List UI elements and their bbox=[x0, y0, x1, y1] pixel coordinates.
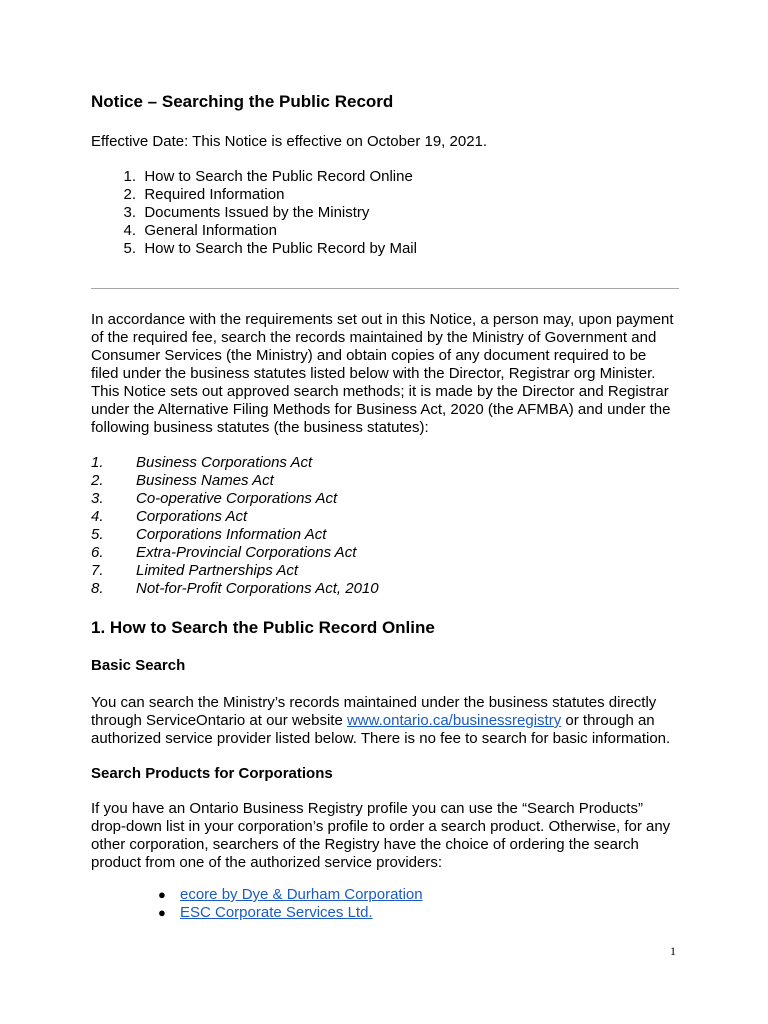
list-item bbox=[91, 904, 423, 922]
toc-item: 1. How to Search the Public Record Online bbox=[123, 168, 413, 185]
statute-item: 8. Not-for-Profit Corporations Act, 2010 bbox=[91, 580, 379, 597]
provider-link-ecore[interactable]: ecore by Dye & Durham Corporation bbox=[180, 886, 423, 903]
statute-item: 3. Co-operative Corporations Act bbox=[91, 490, 338, 507]
statute-item: 6. Extra-Provincial Corporations Act bbox=[91, 544, 357, 561]
horizontal-divider bbox=[91, 288, 679, 289]
statute-item: 4. Corporations Act bbox=[91, 508, 248, 525]
section-heading: 1. How to Search the Public Record Online bbox=[91, 618, 435, 637]
search-products-heading: Search Products for Corporations bbox=[91, 765, 333, 782]
toc-item: 4. General Information bbox=[123, 222, 277, 239]
search-products-paragraph: If you have an Ontario Business Registry profile you can use the “Search Products” drop-down list in your corporation’s profile to order a search product. Otherwise, for any other corporation, searchers of the Registry have the choice of ordering the search product from one of the authorized service providers: bbox=[91, 800, 671, 871]
provider-link-esc[interactable]: ESC Corporate Services Ltd. bbox=[180, 904, 373, 921]
basic-search-paragraph: You can search the Ministry’s records maintained under the business statutes directly through ServiceOntario at our website www.ontario.ca/businessregistry or through an authorized service provider listed below. There is no fee to search for basic information. bbox=[91, 694, 671, 747]
page-title: Notice – Searching the Public Record bbox=[91, 92, 394, 111]
toc-item: 5. How to Search the Public Record by Mail bbox=[123, 240, 417, 257]
statute-item: 1. Business Corporations Act bbox=[91, 454, 313, 471]
table-of-contents bbox=[91, 168, 417, 258]
business-registry-link[interactable]: www.ontario.ca/businessregistry bbox=[346, 712, 562, 729]
toc-item: 2. Required Information bbox=[123, 186, 285, 203]
list-item bbox=[91, 886, 423, 904]
page-number: 1 bbox=[670, 944, 676, 958]
toc-item: 3. Documents Issued by the Ministry bbox=[123, 204, 370, 221]
effective-date: Effective Date: This Notice is effective on October 19, 2021. bbox=[91, 133, 488, 150]
statute-item: 2. Business Names Act bbox=[91, 472, 274, 489]
statute-item: 5. Corporations Information Act bbox=[91, 526, 327, 543]
bullet-icon: ● bbox=[158, 905, 166, 920]
providers-list bbox=[91, 886, 423, 922]
statutes-list bbox=[91, 454, 379, 598]
basic-search-heading: Basic Search bbox=[91, 657, 186, 674]
bullet-icon: ● bbox=[158, 887, 166, 902]
intro-paragraph: In accordance with the requirements set out in this Notice, a person may, upon payment of the required fee, search the records maintained by the Ministry of Government and Consumer Services (the Ministry) and obtain copies of any document required to be filed under the business statutes listed below with the Director, Registrar org Minister. This Notice sets out approved search methods; it is made by the Director and Registrar under the Alternative Filing Methods for Business Act, 2020 (the AFMBA) and under the following business statutes (the business statutes): bbox=[91, 311, 674, 436]
statute-item: 7. Limited Partnerships Act bbox=[91, 562, 299, 579]
